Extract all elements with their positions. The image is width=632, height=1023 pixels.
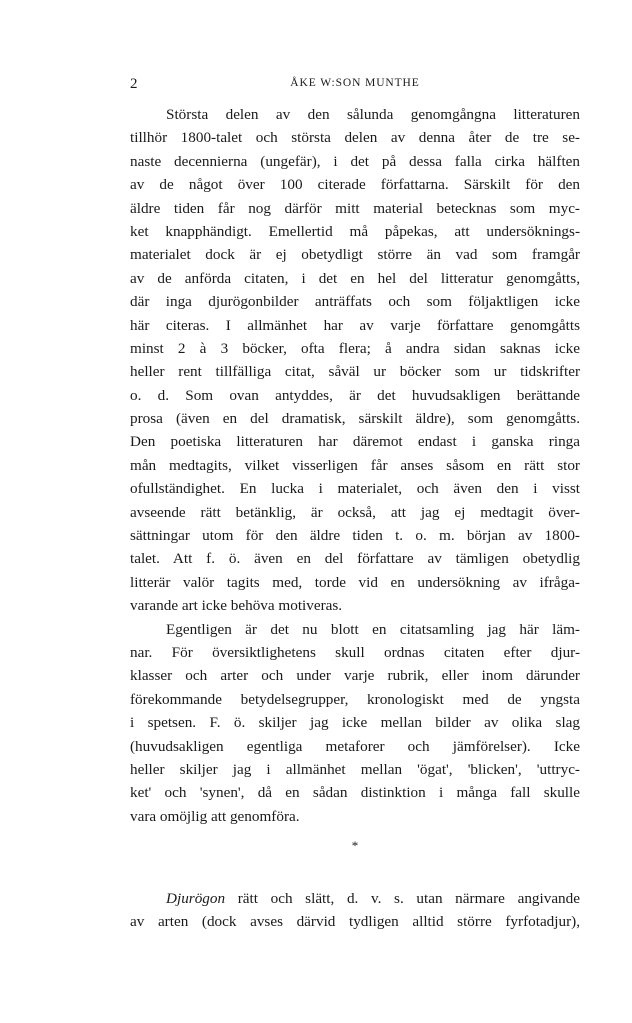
text-line: naste decennierna (ungefär), i det på dessa falla cirka hälften bbox=[130, 152, 580, 170]
page-header bbox=[130, 76, 580, 98]
text-line: prosa (även en del dramatisk, särskilt äldre), som genomgåtts. bbox=[130, 410, 580, 428]
text-line: där inga djurögonbilder anträffats och som följaktligen icke bbox=[130, 293, 580, 311]
text-line: av de anförda citaten, i det en hel del litteratur genomgåtts, bbox=[130, 269, 580, 287]
text-line: av de något över 100 citerade författarna. Särskilt för den bbox=[130, 176, 580, 194]
book-page bbox=[130, 76, 580, 933]
text-line: mån medtagits, vilket visserligen får anses såsom en rätt stor bbox=[130, 456, 580, 474]
text-line: Den poetiska litteraturen har däremot endast i ganska ringa bbox=[130, 433, 580, 451]
text-line: litterär valör tagits med, torde vid en undersökning av ifråga- bbox=[130, 573, 580, 591]
paragraph bbox=[130, 618, 580, 829]
text-line bbox=[130, 887, 580, 910]
body-text bbox=[130, 103, 580, 933]
text-line: heller rent tillfälliga citat, såväl ur böcker som ur tidskrifter bbox=[130, 363, 580, 381]
text-line: äldre tiden får nog därför mitt material betecknas som myc- bbox=[130, 199, 580, 217]
text-line: sättningar utom för den äldre tiden t. o. m. början av 1800- bbox=[130, 527, 580, 545]
page-number: 2 bbox=[130, 76, 138, 92]
text-line: talet. Att f. ö. även en del författare av tämligen obetydlig bbox=[130, 550, 580, 568]
text-line: Största delen av den sålunda genomgångna litteraturen bbox=[166, 106, 580, 123]
text-line: i spetsen. F. ö. skiljer jag icke mellan bilder av olika slag bbox=[130, 714, 580, 732]
text-line: materialet dock är ej obetydligt större än vad som framgår bbox=[130, 246, 580, 264]
paragraphs bbox=[130, 103, 580, 828]
text-line: ofullständighet. En lucka i materialet, och även den i visst bbox=[130, 480, 580, 498]
line-text: rätt och slätt, d. v. s. utan närmare angivande bbox=[225, 889, 580, 907]
text-line: nar. För översiktlighetens skull ordnas citaten efter djur- bbox=[130, 643, 580, 661]
text-line: Egentligen är det nu blott en citatsamling jag här läm- bbox=[166, 620, 580, 638]
text-line: minst 2 à 3 böcker, ofta flera; å andra sidan saknas icke bbox=[130, 339, 580, 357]
text-line: ket' och 'synen', då en sådan distinktion i många fall skulle bbox=[130, 784, 580, 802]
text-line: tillhör 1800-talet och största delen av denna åter de tre se- bbox=[130, 129, 580, 147]
text-line: heller skiljer jag i allmänhet mellan 'ögat', 'blicken', 'uttryc- bbox=[130, 760, 580, 778]
text-line: o. d. Som ovan antyddes, är det huvudsakligen berättande bbox=[130, 386, 580, 404]
text-line: vara omöjlig att genomföra. bbox=[130, 807, 300, 825]
final-paragraph bbox=[130, 887, 580, 934]
text-line: av arten (dock avses därvid tydligen alltid större fyrfotadjur), bbox=[130, 912, 580, 930]
running-head: ÅKE W:SON MUNTHE bbox=[290, 77, 420, 89]
text-line: förekommande betydelsegrupper, kronologiskt med de yngsta bbox=[130, 690, 580, 708]
emphasized-term: Djurögon bbox=[166, 889, 226, 907]
section-separator: * bbox=[351, 838, 359, 854]
text-line: här citeras. I allmänhet har av varje författare genomgåtts bbox=[130, 316, 580, 334]
text-line: klasser och arter och under varje rubrik, eller inom därunder bbox=[130, 667, 580, 685]
paragraph bbox=[130, 103, 580, 618]
text-line: avseende rätt betänklig, är också, att jag ej medtagit över- bbox=[130, 503, 580, 521]
text-line: (huvudsakligen egentliga metaforer och jämförelser). Icke bbox=[130, 737, 580, 755]
text-line: ket knapphändigt. Emellertid må påpekas, att undersöknings- bbox=[130, 222, 580, 240]
text-line: varande art icke behöva motiveras. bbox=[130, 597, 343, 615]
